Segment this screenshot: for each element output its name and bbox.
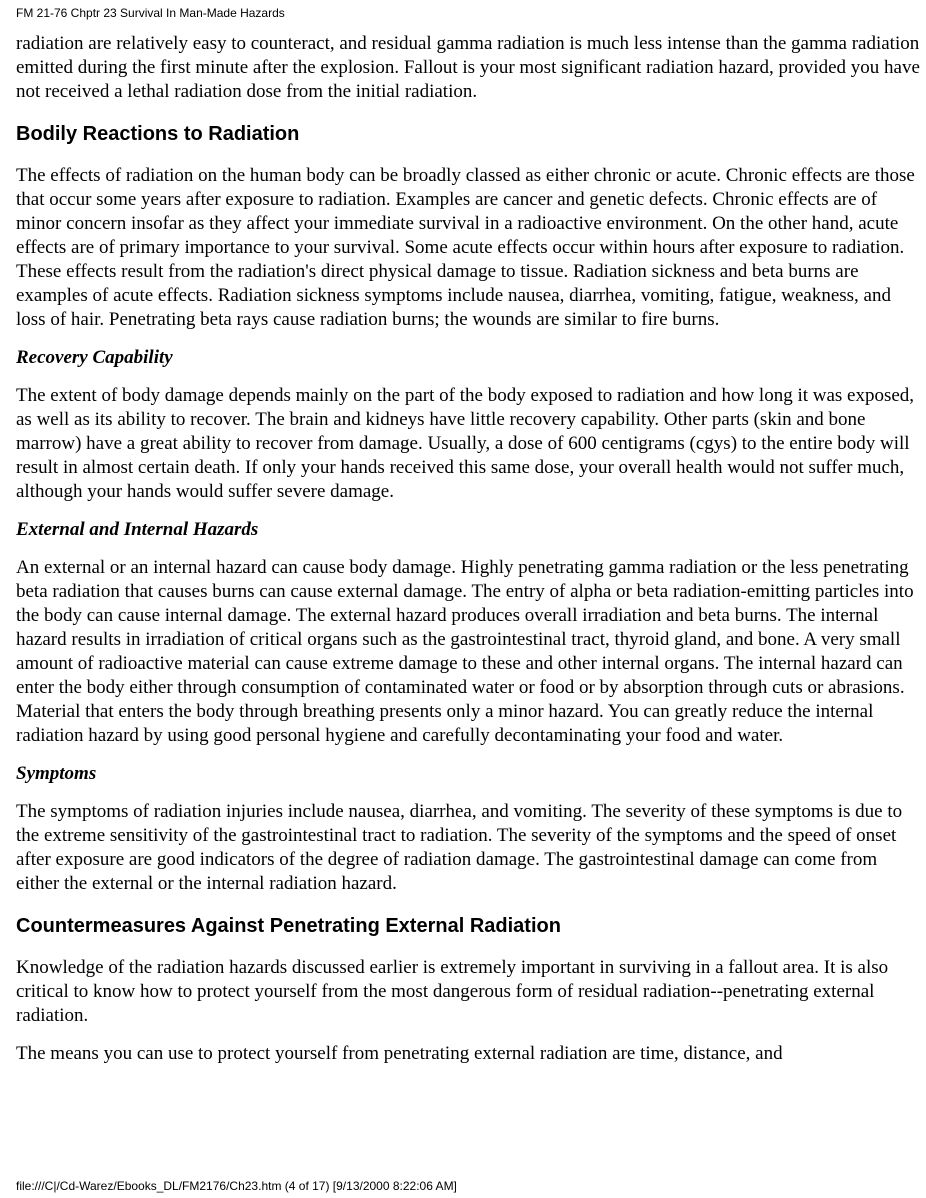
- document-body: [16, 32, 920, 1066]
- page-footer-path: file:///C|/Cd-Warez/Ebooks_DL/FM2176/Ch23.htm (4 of 17) [9/13/2000 8:22:06 AM]: [16, 1179, 457, 1193]
- paragraph-recovery-capability: The extent of body damage depends mainly on the part of the body exposed to radiation and how long it was exposed, as well as its ability to recover. The brain and kidneys have little recovery capability. Other parts (skin and bone marrow) have a great ability to recover from damage. Usually, a dose of 600 centigrams (cgys) to the entire body will result in almost certain death. If only your hands received this same dose, your overall health would not suffer much, although your hands would suffer severe damage.: [16, 385, 915, 502]
- paragraph-symptoms: The symptoms of radiation injuries include nausea, diarrhea, and vomiting. The severity of these symptoms is due to the extreme sensitivity of the gastrointestinal tract to radiation. The severity of the symptoms and the speed of onset after exposure are good indicators of the degree of radiation damage. The gastrointestinal damage can come from either the external or the internal radiation hazard.: [16, 801, 903, 894]
- paragraph-bodily-reactions: The effects of radiation on the human body can be broadly classed as either chronic or acute. Chronic effects are those that occur some years after exposure to radiation. Examples are cancer and genetic defects. Chronic effects are of minor concern insofar as they affect your immediate survival in a radioactive environment. On the other hand, acute effects are of primary importance to your survival. Some acute effects occur within hours after exposure to radiation. These effects result from the radiation's direct physical damage to tissue. Radiation sickness and beta burns are examples of acute effects. Radiation sickness symptoms include nausea, diarrhea, vomiting, fatigue, weakness, and loss of hair. Penetrating beta rays cause radiation burns; the wounds are similar to fire burns.: [16, 165, 915, 330]
- heading-bodily-reactions: Bodily Reactions to Radiation: [16, 123, 300, 145]
- page-header-title: FM 21-76 Chptr 23 Survival In Man-Made Hazards: [16, 6, 285, 20]
- intro-paragraph: radiation are relatively easy to counteract, and residual gamma radiation is much less intense than the gamma radiation emitted during the first minute after the explosion. Fallout is your most significant radiation hazard, provided you have not received a lethal radiation dose from the initial radiation.: [16, 33, 920, 102]
- heading-countermeasures: Countermeasures Against Penetrating External Radiation: [16, 915, 561, 937]
- heading-recovery-capability: Recovery Capability: [16, 347, 173, 368]
- paragraph-countermeasures-1: Knowledge of the radiation hazards discussed earlier is extremely important in surviving in a fallout area. It is also critical to know how to protect yourself from the most dangerous form of residual radiation--penetrating external radiation.: [16, 957, 889, 1026]
- heading-symptoms: Symptoms: [16, 763, 97, 784]
- paragraph-countermeasures-2: The means you can use to protect yourself from penetrating external radiation are time, distance, and: [16, 1043, 783, 1064]
- paragraph-external-internal-hazards: An external or an internal hazard can cause body damage. Highly penetrating gamma radiation or the less penetrating beta radiation that causes burns can cause external damage. The entry of alpha or beta radiation-emitting particles into the body can cause internal damage. The external hazard produces overall irradiation and beta burns. The internal hazard results in irradiation of critical organs such as the gastrointestinal tract, thyroid gland, and bone. A very small amount of radioactive material can cause extreme damage to these and other internal organs. The internal hazard can enter the body either through consumption of contaminated water or food or by absorption through cuts or abrasions. Material that enters the body through breathing presents only a minor hazard. You can greatly reduce the internal radiation hazard by using good personal hygiene and carefully decontaminating your food and water.: [16, 557, 914, 746]
- heading-external-internal-hazards: External and Internal Hazards: [16, 519, 259, 540]
